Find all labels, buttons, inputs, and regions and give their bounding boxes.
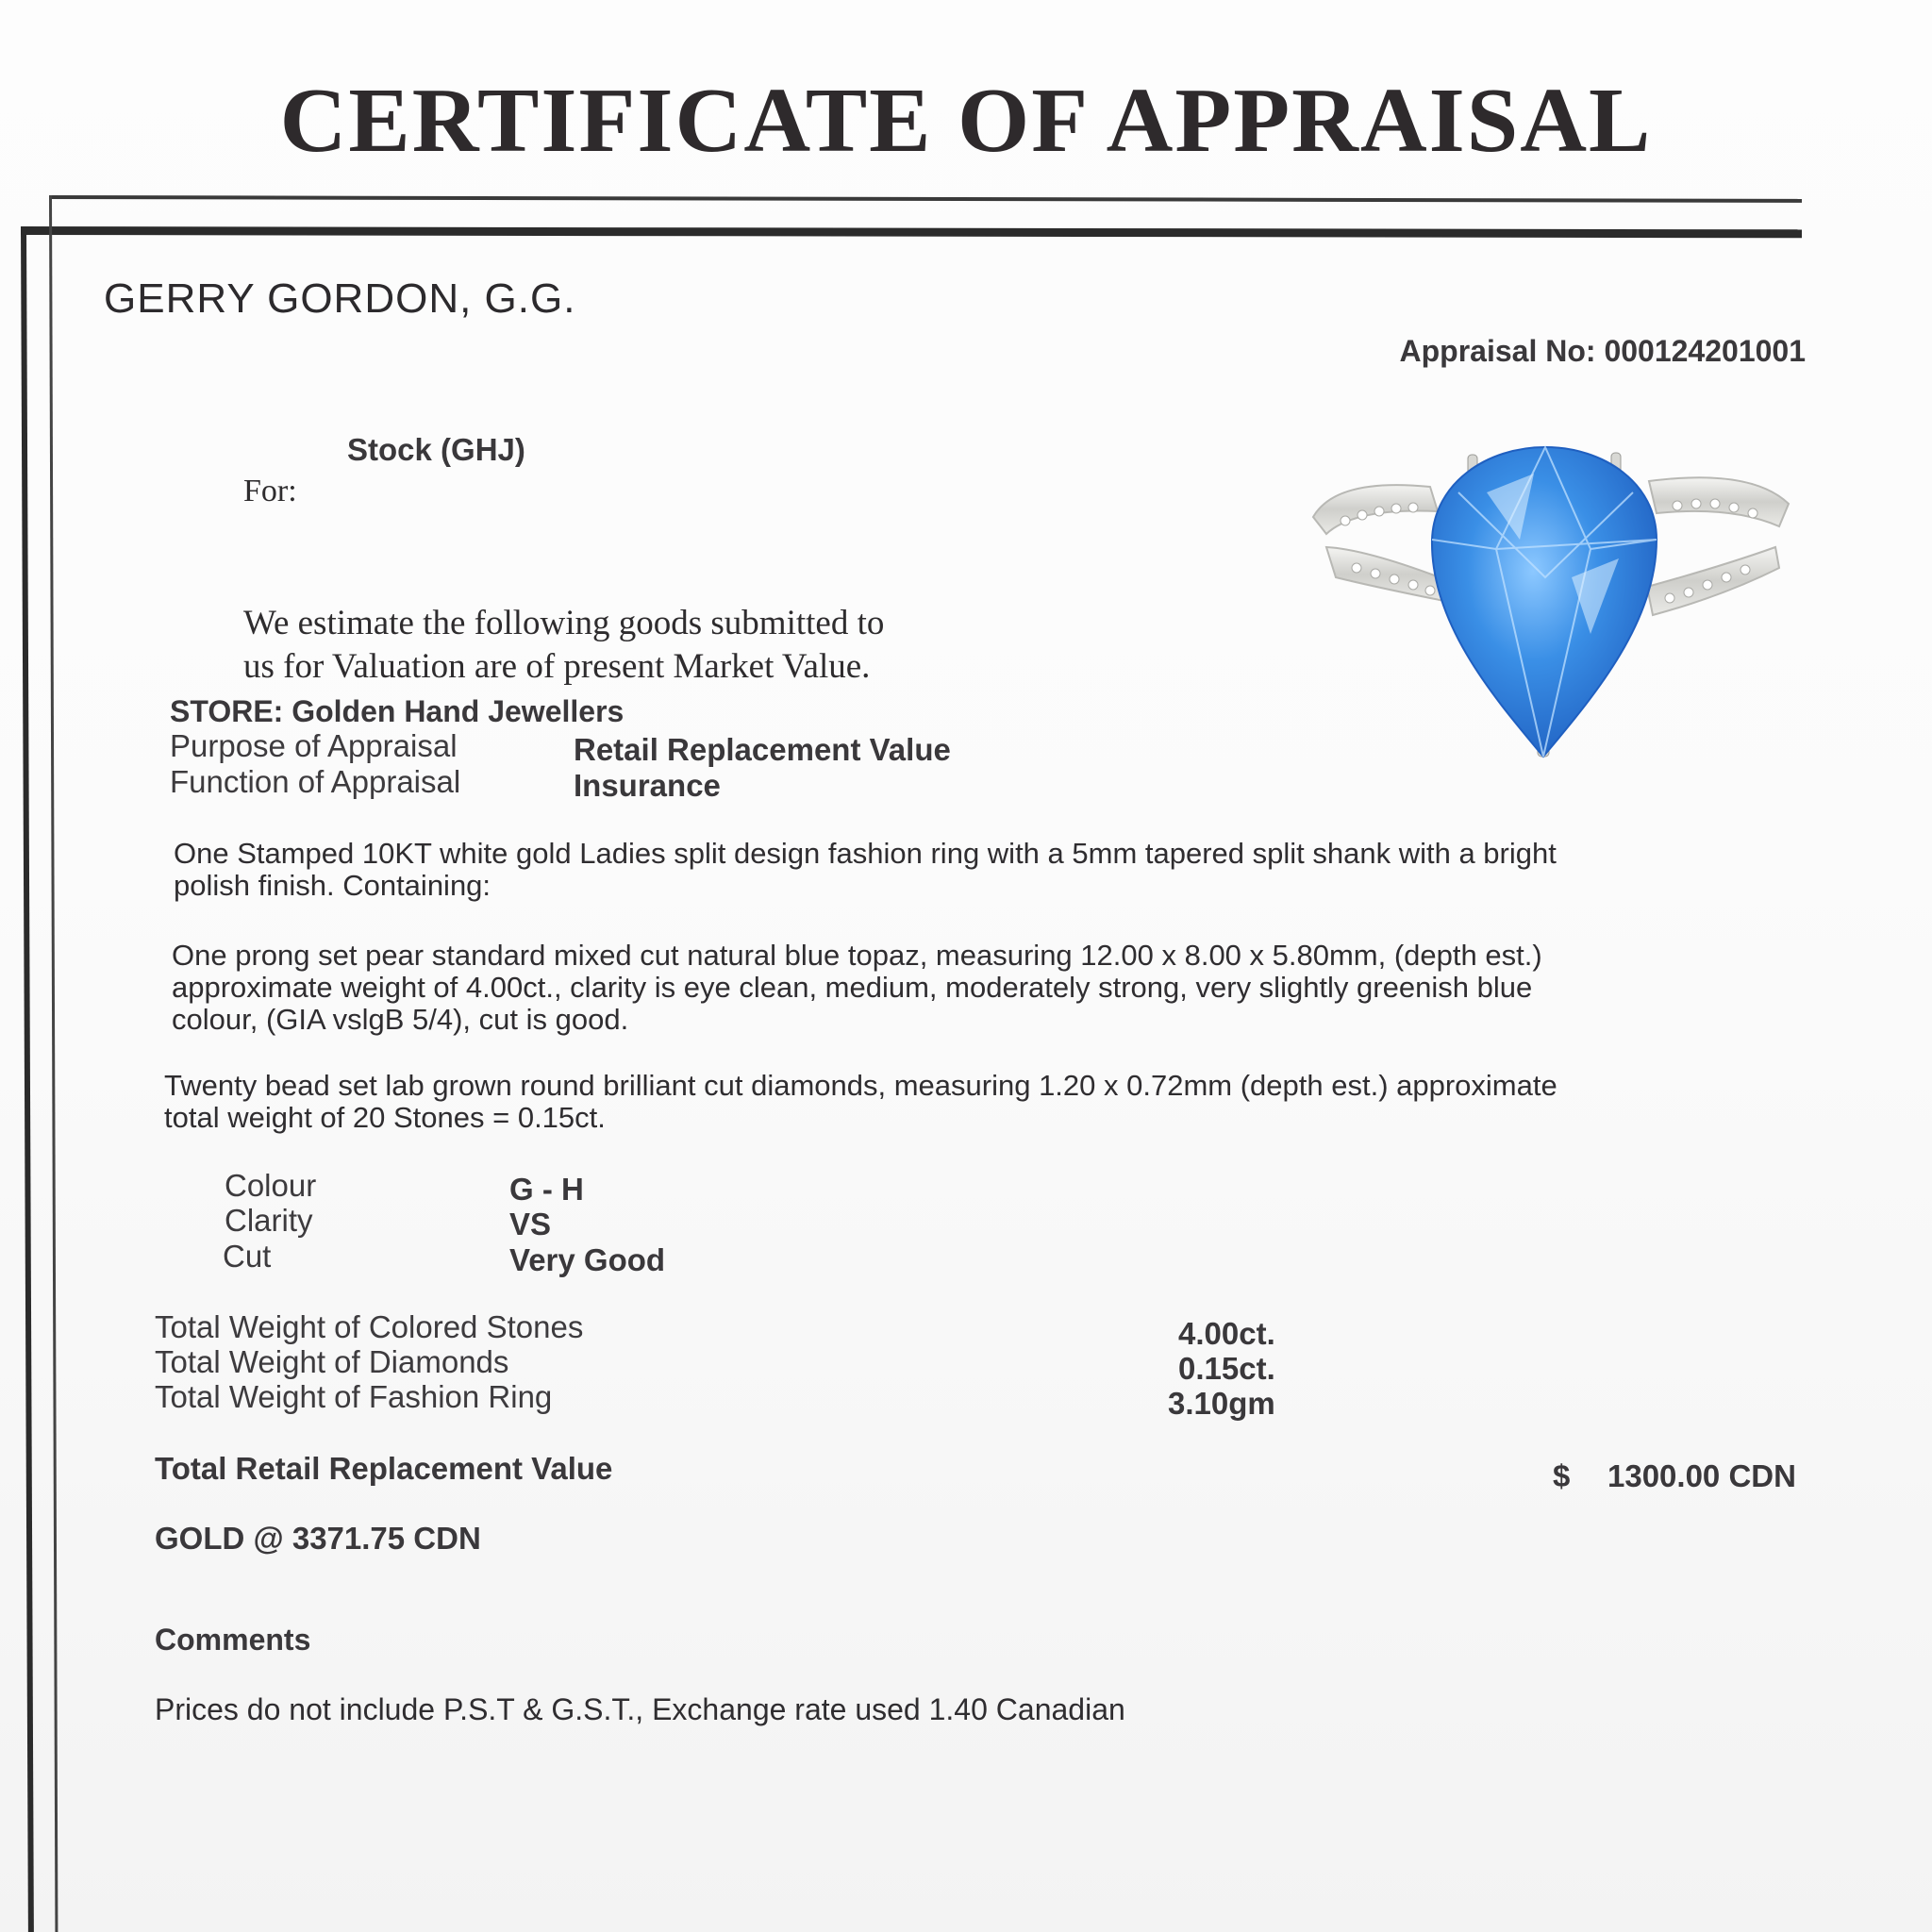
ring-shank-right-lower (1647, 547, 1779, 615)
item-line-2: polish finish. Containing: (174, 869, 491, 902)
intro-line-1: We estimate the following goods submitted to (243, 604, 885, 642)
diamonds-line-2: total weight of 20 Stones = 0.15ct. (164, 1101, 606, 1134)
blue-topaz-gem (1432, 447, 1657, 757)
grade-value-cut: Very Good (509, 1242, 666, 1277)
purpose-value: Retail Replacement Value (574, 732, 951, 767)
topaz-description (172, 940, 1542, 1036)
grade-label-colour: Colour (225, 1168, 317, 1203)
weight-label-fashion-ring: Total Weight of Fashion Ring (155, 1379, 553, 1414)
comments-text: Prices do not include P.S.T & G.S.T., Exchange rate used 1.40 Canadian (155, 1692, 1125, 1726)
grade-value-colour: G - H (509, 1172, 584, 1207)
gold-price: GOLD @ 3371.75 CDN (155, 1521, 481, 1556)
intro-line-2: us for Valuation are of present Market Value. (243, 647, 871, 686)
for-label: For: (243, 474, 297, 508)
intro-statement (243, 602, 884, 689)
store-name: STORE: Golden Hand Jewellers (170, 694, 625, 728)
client-stock: Stock (GHJ) (347, 432, 525, 467)
grade-label-cut: Cut (223, 1239, 272, 1274)
function-label: Function of Appraisal (170, 764, 461, 799)
appraisal-number: Appraisal No: 000124201001 (1399, 334, 1806, 368)
weight-value-fashion-ring: 3.10gm (1168, 1386, 1275, 1421)
grade-value-clarity: VS (509, 1207, 552, 1241)
total-amount: 1300.00 CDN (1607, 1458, 1796, 1493)
topaz-line-2: approximate weight of 4.00ct., clarity is eye clean, medium, moderately strong, very slightly greenish blue (172, 971, 1533, 1004)
comments-heading: Comments (155, 1623, 311, 1657)
weight-label-colored-stones: Total Weight of Colored Stones (155, 1309, 584, 1344)
grade-label-clarity: Clarity (225, 1203, 313, 1238)
total-label: Total Retail Replacement Value (155, 1451, 613, 1486)
weight-value-colored-stones: 4.00ct. (1178, 1316, 1275, 1351)
certificate-title: CERTIFICATE OF APPRAISAL (279, 70, 1653, 172)
topaz-line-1: One prong set pear standard mixed cut natural blue topaz, measuring 12.00 x 8.00 x 5.80mm, (depth est.) (172, 939, 1542, 972)
item-description (174, 838, 1557, 902)
topaz-line-3: colour, (GIA vslgB 5/4), cut is good. (172, 1003, 629, 1036)
total-currency: $ (1553, 1458, 1571, 1493)
ring-photo (1307, 436, 1798, 775)
diamonds-line-1: Twenty bead set lab grown round brilliant cut diamonds, measuring 1.20 x 0.72mm (depth est.) approximate (164, 1069, 1557, 1102)
function-value: Insurance (574, 768, 721, 803)
weight-value-diamonds: 0.15ct. (1178, 1351, 1275, 1386)
diamonds-description (164, 1070, 1557, 1134)
weight-label-diamonds: Total Weight of Diamonds (155, 1344, 509, 1379)
purpose-label: Purpose of Appraisal (170, 728, 458, 763)
item-line-1: One Stamped 10KT white gold Ladies split design fashion ring with a 5mm tapered split shank with a bright (174, 837, 1557, 870)
appraiser-name: GERRY GORDON, G.G. (104, 275, 576, 322)
